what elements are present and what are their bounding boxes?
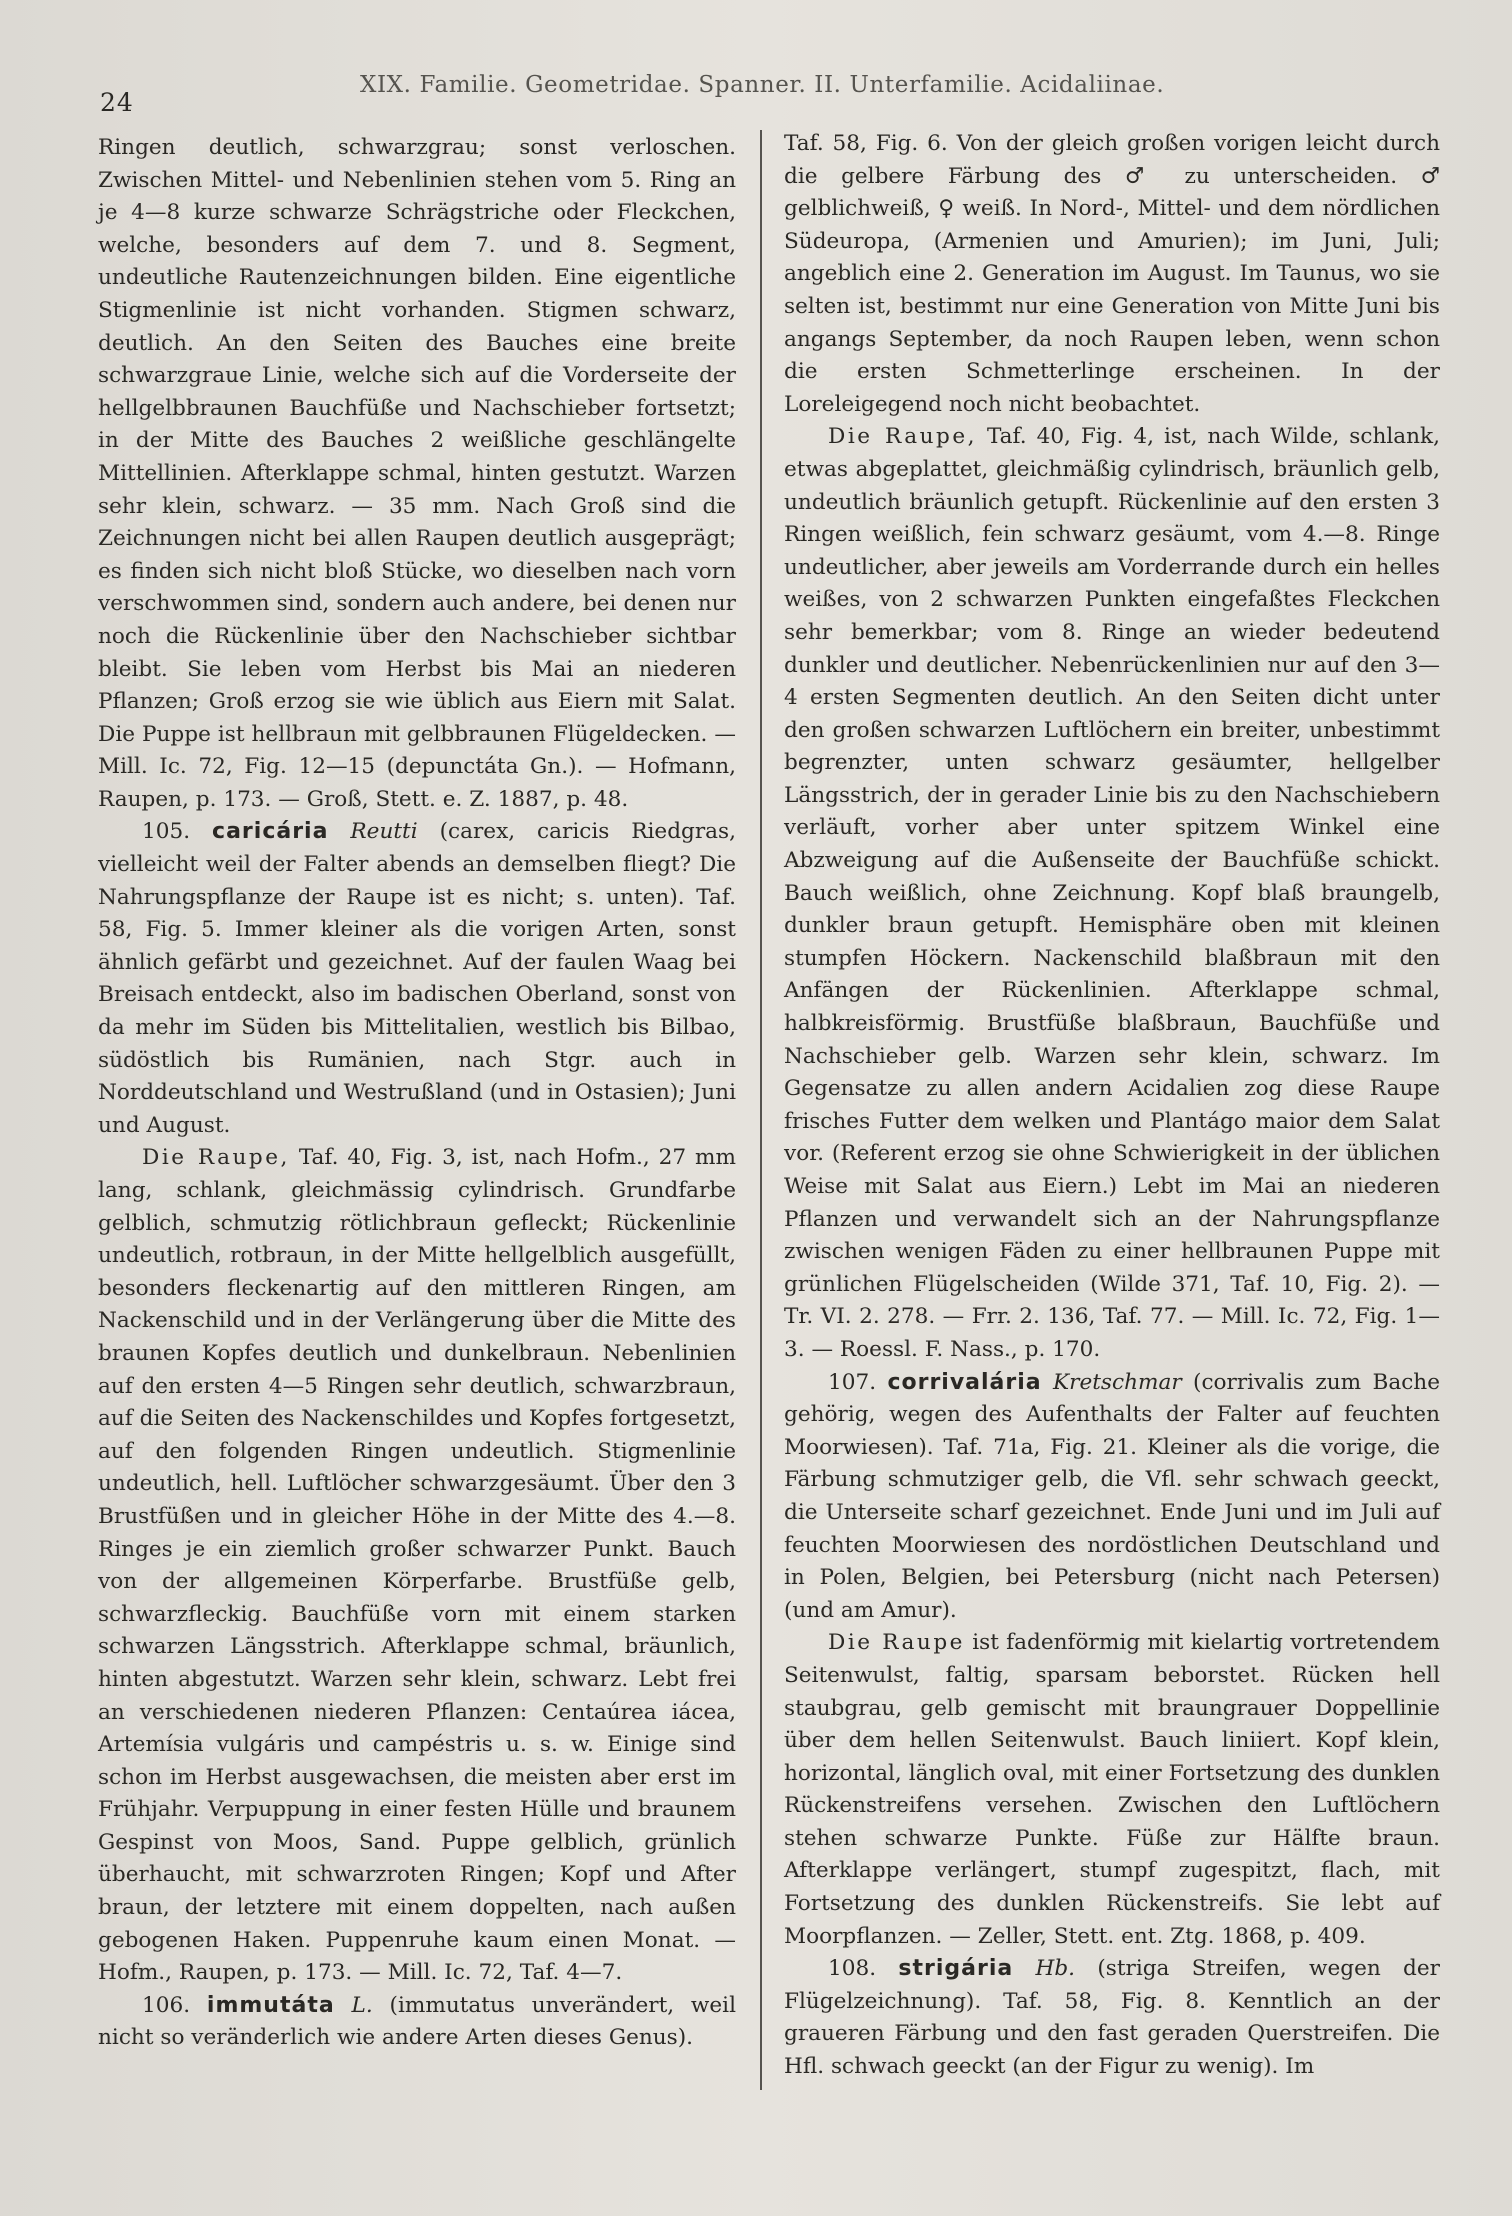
larva-description	[784, 421, 1440, 1366]
species-entry-106	[98, 1990, 736, 2055]
entry-number: 107.	[828, 1369, 877, 1395]
species-author: Hb.	[1035, 1956, 1076, 1982]
description-text: Taf. 40, Fig. 4, ist, nach Wilde, schlank, etwas abgeplattet, gleichmäßig cylindrisch, bräunlich gelb, undeutlich bräunlich getupft. Rückenlinie auf den ersten 3 Ringen weißlich, fein schwarz gesäumt, vom 4.—8. Ringe undeutlicher, aber jeweils am Vorderrande durch ein helles weißes, von 2 schwarzen Punkten eingefaßtes Fleckchen sehr bemerkbar; vom 8. Ringe an wieder bedeutend dunkler und deutlicher. Nebenrückenlinien nur auf den 3—4 ersten Segmenten deutlich. An den Seiten dicht unter den großen schwarzen Luftlöchern ein breiter, unbestimmt begrenzter, unten schwarz gesäumter, hellgelber Längsstrich, der in gerader Linie bis zu den Nachschiebern verläuft, vorher aber unter spitzem Winkel eine Abzweigung auf die Außenseite der Bauchfüße schickt. Bauch weißlich, ohne Zeichnung. Kopf blaß braungelb, dunkler braun getupft. Hemisphäre oben mit kleinen stumpfen Höckern. Nackenschild blaßbraun mit den Anfängen der Rückenlinien. Afterklappe schmal, halbkreisförmig. Brustfüße blaßbraun, Bauchfüße und Nachschieber gelb. Warzen sehr klein, schwarz. Im Gegensatze zu allen andern Acidalien zog diese Raupe frisches Futter dem welken und Plantágo maior dem Salat vor. (Referent erzog sie ohne Schwierigkeit in der üblichen Weise mit Salat aus Eiern.) Lebt im Mai an niederen Pflanzen und verwandelt sich an der Nahrungspflanze zwischen wenigen Fäden zu einer hellbraunen Puppe mit grünlichen Flügelscheiden (Wilde 371, Taf. 10, Fig. 2). — Tr. VI. 2. 278. — Frr. 2. 136, Taf. 77. — Mill. Ic. 72, Fig. 1—3. — Roessl. F. Nass., p. 170.	[784, 424, 1440, 1362]
entry-text: (carex, caricis Riedgras, vielleicht weil der Falter abends an demselben fliegt? Die Nahrungspflanze der Raupe ist es nicht; s. unten). Taf. 58, Fig. 5. Immer kleiner als die vorigen Arten, sonst ähnlich gefärbt und gezeichnet. Auf der faulen Waag bei Breisach entdeckt, also im badischen Oberland, sonst von da mehr im Süden bis Mittelitalien, westlich bis Bilbao, südöstlich bis Rumänien, nach Stgr. auch in Norddeutschland und Westrußland (und in Ostasien); Juni und August.	[98, 819, 737, 1138]
paragraph-continuation: Ringen deutlich, schwarzgrau; sonst verloschen. Zwischen Mittel- und Nebenlinien stehen vom 5. Ring an je 4—8 kurze schwarze Schrägstriche oder Fleckchen, welche, besonders auf dem 7. und 8. Segment, undeutliche Rautenzeichnungen bilden. Eine eigentliche Stigmenlinie ist nicht vorhanden. Stigmen schwarz, deutlich. An den Seiten des Bauches eine breite schwarzgraue Linie, welche sich auf die Vorderseite der hellgelbbraunen Bauchfüße und Nachschieber fortsetzt; in der Mitte des Bauches 2 weißliche geschlängelte Mittellinien. Afterklappe schmal, hinten gestutzt. Warzen sehr klein, schwarz. — 35 mm. Nach Groß sind die Zeichnungen nicht bei allen Raupen deutlich ausgeprägt; es finden sich nicht bloß Stücke, wo dieselben nach vorn verschwommen sind, sondern auch andere, bei denen nur noch die Rückenlinie über den Nachschieber sichtbar bleibt. Sie leben vom Herbst bis Mai an niederen Pflanzen; Groß erzog sie wie üblich aus Eiern mit Salat. Die Puppe ist hellbraun mit gelbbraunen Flügeldecken. — Mill. Ic. 72, Fig. 12—15 (depunctáta Gn.). — Hofmann, Raupen, p. 173. — Groß, Stett. e. Z. 1887, p. 48.	[98, 135, 736, 812]
entry-text: (immutatus unverändert, weil nicht so veränderlich wie andere Arten dieses Genus).	[98, 1992, 736, 2051]
lead-phrase: Die Raupe,	[828, 424, 977, 450]
page-number: 24	[100, 88, 134, 117]
species-name: corrivalária	[887, 1369, 1042, 1395]
species-name: immutáta	[206, 1992, 335, 2018]
entry-number: 108.	[828, 1956, 877, 1982]
entry-text: (striga Streifen, wegen der Flügelzeichnung). Taf. 58, Fig. 8. Kenntlich an der graueren Färbung und den fast geraden Querstreifen. Die Hfl. schwach geeckt (an der Figur zu wenig). Im	[784, 1956, 1440, 2080]
species-author: Kretschmar	[1053, 1369, 1182, 1395]
entry-number: 106.	[142, 1992, 191, 2018]
species-entry-107	[784, 1367, 1440, 1628]
species-author: L.	[351, 1992, 373, 2018]
lead-phrase: Die Raupe,	[142, 1145, 290, 1171]
entry-number: 105.	[142, 819, 191, 845]
left-column	[98, 132, 736, 2055]
description-text: Taf. 40, Fig. 3, ist, nach Hofm., 27 mm lang, schlank, gleichmässig cylindrisch. Grundfarbe gelblich, schmutzig rötlichbraun gefleckt; Rückenlinie undeutlich, rotbraun, in der Mitte hellgelblich ausgefüllt, besonders fleckenartig auf den mittleren Ringen, am Nackenschild und in der Verlängerung über die Mitte des braunen Kopfes deutlich und dunkelbraun. Nebenlinien auf den ersten 4—5 Ringen sehr deutlich, schwarzbraun, auf die Seiten des Nackenschildes und Kopfes fortgesetzt, auf den folgenden Ringen undeutlich. Stigmenlinie undeutlich, hell. Luftlöcher schwarzgesäumt. Über den 3 Brustfüßen und in gleicher Höhe in der Mitte des 4.—8. Ringes je ein ziemlich großer schwarzer Punkt. Bauch von der allgemeinen Körperfarbe. Brustfüße gelb, schwarzfleckig. Bauchfüße vorn mit einem starken schwarzen Längsstrich. Afterklappe schmal, bräunlich, hinten abgestutzt. Warzen sehr klein, schwarz. Lebt frei an verschiedenen niederen Pflanzen: Centaúrea iácea, Artemísia vulgáris und campéstris u. s. w. Einige sind schon im Herbst ausgewachsen, die meisten aber erst im Frühjahr. Verpuppung in einer festen Hülle und braunem Gespinst von Moos, Sand. Puppe gelblich, grünlich überhaucht, mit schwarzroten Ringen; Kopf und After braun, der letztere mit einem doppelten, nach außen gebogenen Haken. Puppenruhe kaum einen Monat. — Hofm., Raupen, p. 173. — Mill. Ic. 72, Taf. 4—7.	[98, 1145, 736, 1986]
species-entry-108	[784, 1953, 1440, 2083]
entry-text: (corrivalis zum Bache gehörig, wegen des Aufenthalts der Falter auf feuchten Moorwiesen). Taf. 71a, Fig. 21. Kleiner als die vorige, die Färbung schmutziger gelb, die Vfl. sehr schwach geeckt, die Unterseite scharf gezeichnet. Ende Juni und im Juli auf feuchten Moorwiesen des nordöstlichen Deutschland und in Polen, Belgien, bei Petersburg (nicht nach Petersen) (und am Amur).	[784, 1369, 1440, 1623]
species-author: Reutti	[350, 819, 418, 845]
running-head	[100, 72, 1450, 117]
right-column	[784, 128, 1440, 2084]
larva-description	[784, 1627, 1440, 1953]
species-entry-105	[98, 816, 736, 1142]
lead-phrase: Die Raupe	[828, 1630, 965, 1656]
species-name: caricária	[212, 819, 329, 845]
description-text: ist fadenförmig mit kielartig vortretendem Seitenwulst, faltig, sparsam beborstet. Rücken hell staubgrau, gelb gemischt mit braungrauer Doppellinie über dem hellen Seitenwulst. Bauch liniiert. Kopf klein, horizontal, länglich oval, mit einer Fortsetzung des dunklen Rückenstreifens versehen. Zwischen den Luftlöchern stehen schwarze Punkte. Füße zur Hälfte braun. Afterklappe verlängert, stumpf zugespitzt, flach, mit Fortsetzung des dunklen Rückenstreifs. Sie lebt auf Moorpflanzen. — Zeller, Stett. ent. Ztg. 1868, p. 409.	[784, 1630, 1440, 1949]
paragraph-continuation: Taf. 58, Fig. 6. Von der gleich großen vorigen leicht durch die gelbere Färbung des ♂ zu unterscheiden. ♂ gelblichweiß, ♀ weiß. In Nord-, Mittel- und dem nördlichen Südeuropa, (Armenien und Amurien); im Juni, Juli; angeblich eine 2. Generation im August. Im Taunus, wo sie selten ist, bestimmt nur eine Generation von Mitte Juni bis angangs September, da noch Raupen leben, wenn schon die ersten Schmetterlinge erscheinen. In der Loreleigegend noch nicht beobachtet.	[784, 131, 1440, 417]
header-title: XIX. Familie. Geometridae. Spanner. II. Unterfamilie. Acidaliinae.	[360, 72, 1165, 98]
larva-description	[98, 1142, 736, 1989]
species-name: strigária	[898, 1956, 1014, 1982]
column-divider	[760, 130, 762, 2090]
